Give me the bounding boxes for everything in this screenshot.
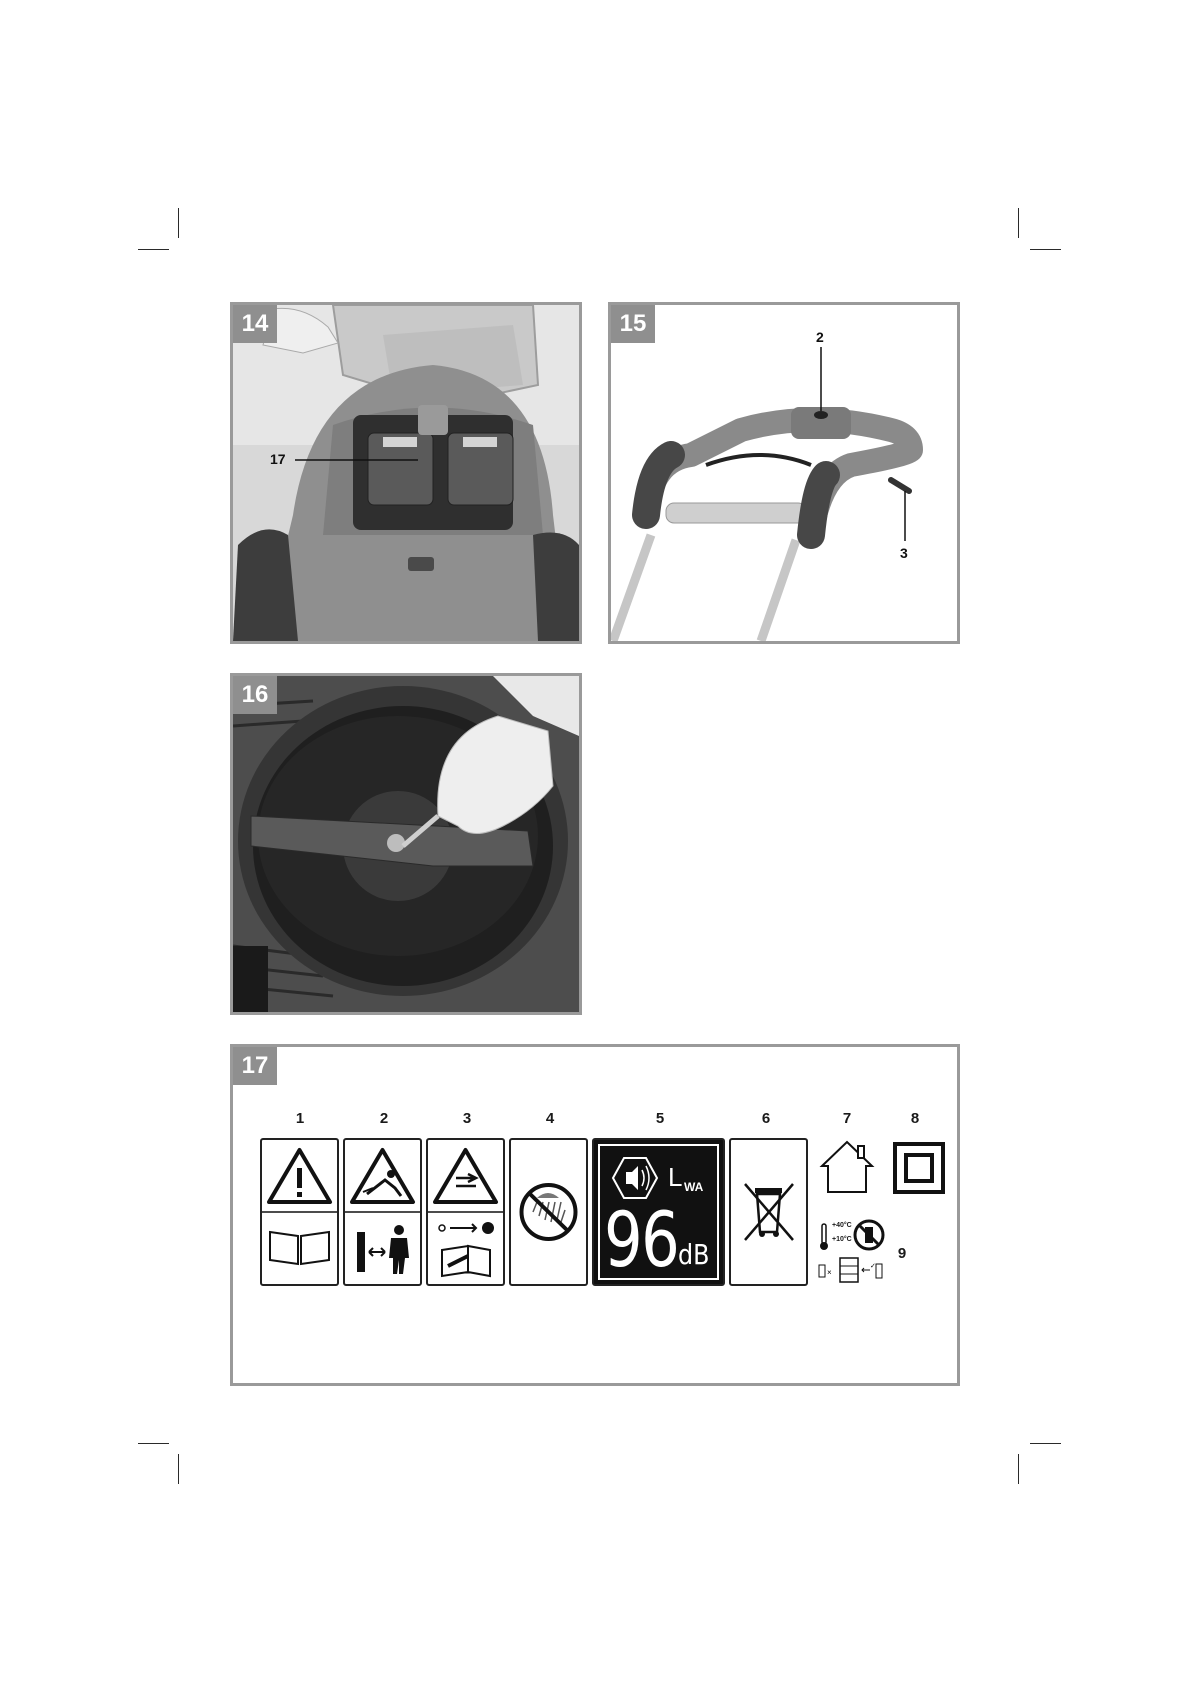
manual-book-icon (270, 1232, 329, 1264)
crop-mark (138, 249, 169, 250)
figure-number: 15 (611, 305, 655, 343)
temp-low: +10°C (832, 1236, 852, 1243)
lwa-L: L (668, 1162, 683, 1192)
thermometer-icon (818, 1222, 830, 1252)
figure-number: 17 (233, 1047, 277, 1085)
battery-storage-icon (818, 1256, 884, 1284)
symbol-number: 9 (897, 1245, 907, 1262)
callout-line (233, 305, 579, 641)
crop-mark (1030, 249, 1061, 250)
symbol-number: 6 (761, 1110, 771, 1127)
blade-replacement-photo (233, 676, 579, 1012)
callout-2: 2 (816, 329, 824, 345)
temp-high: +40°C (832, 1222, 852, 1229)
sound-level-unit: dB (678, 1238, 710, 1271)
symbol-number: 7 (842, 1110, 852, 1127)
crop-mark (178, 1454, 179, 1484)
symbol-number: 2 (379, 1110, 389, 1127)
crop-mark (1030, 1443, 1061, 1444)
warning-read-manual-label (260, 1138, 339, 1286)
weee-disposal-label (729, 1138, 808, 1286)
figure-14-panel (230, 302, 582, 644)
svg-text:✓: ✓ (870, 1263, 876, 1270)
double-insulation-icon (893, 1142, 945, 1194)
figure-number: 16 (233, 676, 277, 714)
key-icon (482, 1222, 494, 1234)
svg-text:×: × (827, 1268, 832, 1277)
figure-number: 14 (233, 305, 277, 343)
sound-power-level-label (592, 1138, 725, 1286)
crop-mark (1018, 1454, 1019, 1484)
no-charging-icon (852, 1218, 886, 1252)
mower-handle-photo (611, 305, 957, 641)
remove-key-before-maintenance-label (426, 1138, 505, 1286)
figure-16-panel (230, 673, 582, 1015)
person-icon (394, 1225, 404, 1235)
blade-warning-icon (435, 1150, 496, 1202)
symbol-number: 5 (655, 1110, 665, 1127)
no-rain-label (509, 1138, 588, 1286)
thrown-objects-icon (352, 1150, 413, 1202)
crop-mark (178, 208, 179, 238)
crop-mark (1018, 208, 1019, 238)
house-icon (818, 1138, 876, 1196)
crop-mark (138, 1443, 169, 1444)
callout-17: 17 (270, 451, 286, 467)
symbol-number: 4 (545, 1110, 555, 1127)
lwa-subscript: WA (684, 1180, 704, 1194)
symbol-number: 3 (462, 1110, 472, 1127)
figure-15-panel (608, 302, 960, 644)
symbol-number: 8 (910, 1110, 920, 1127)
callout-3: 3 (900, 545, 908, 561)
sound-level-value: 96 (604, 1195, 679, 1284)
keep-bystanders-away-label (343, 1138, 422, 1286)
symbol-number: 1 (295, 1110, 305, 1127)
